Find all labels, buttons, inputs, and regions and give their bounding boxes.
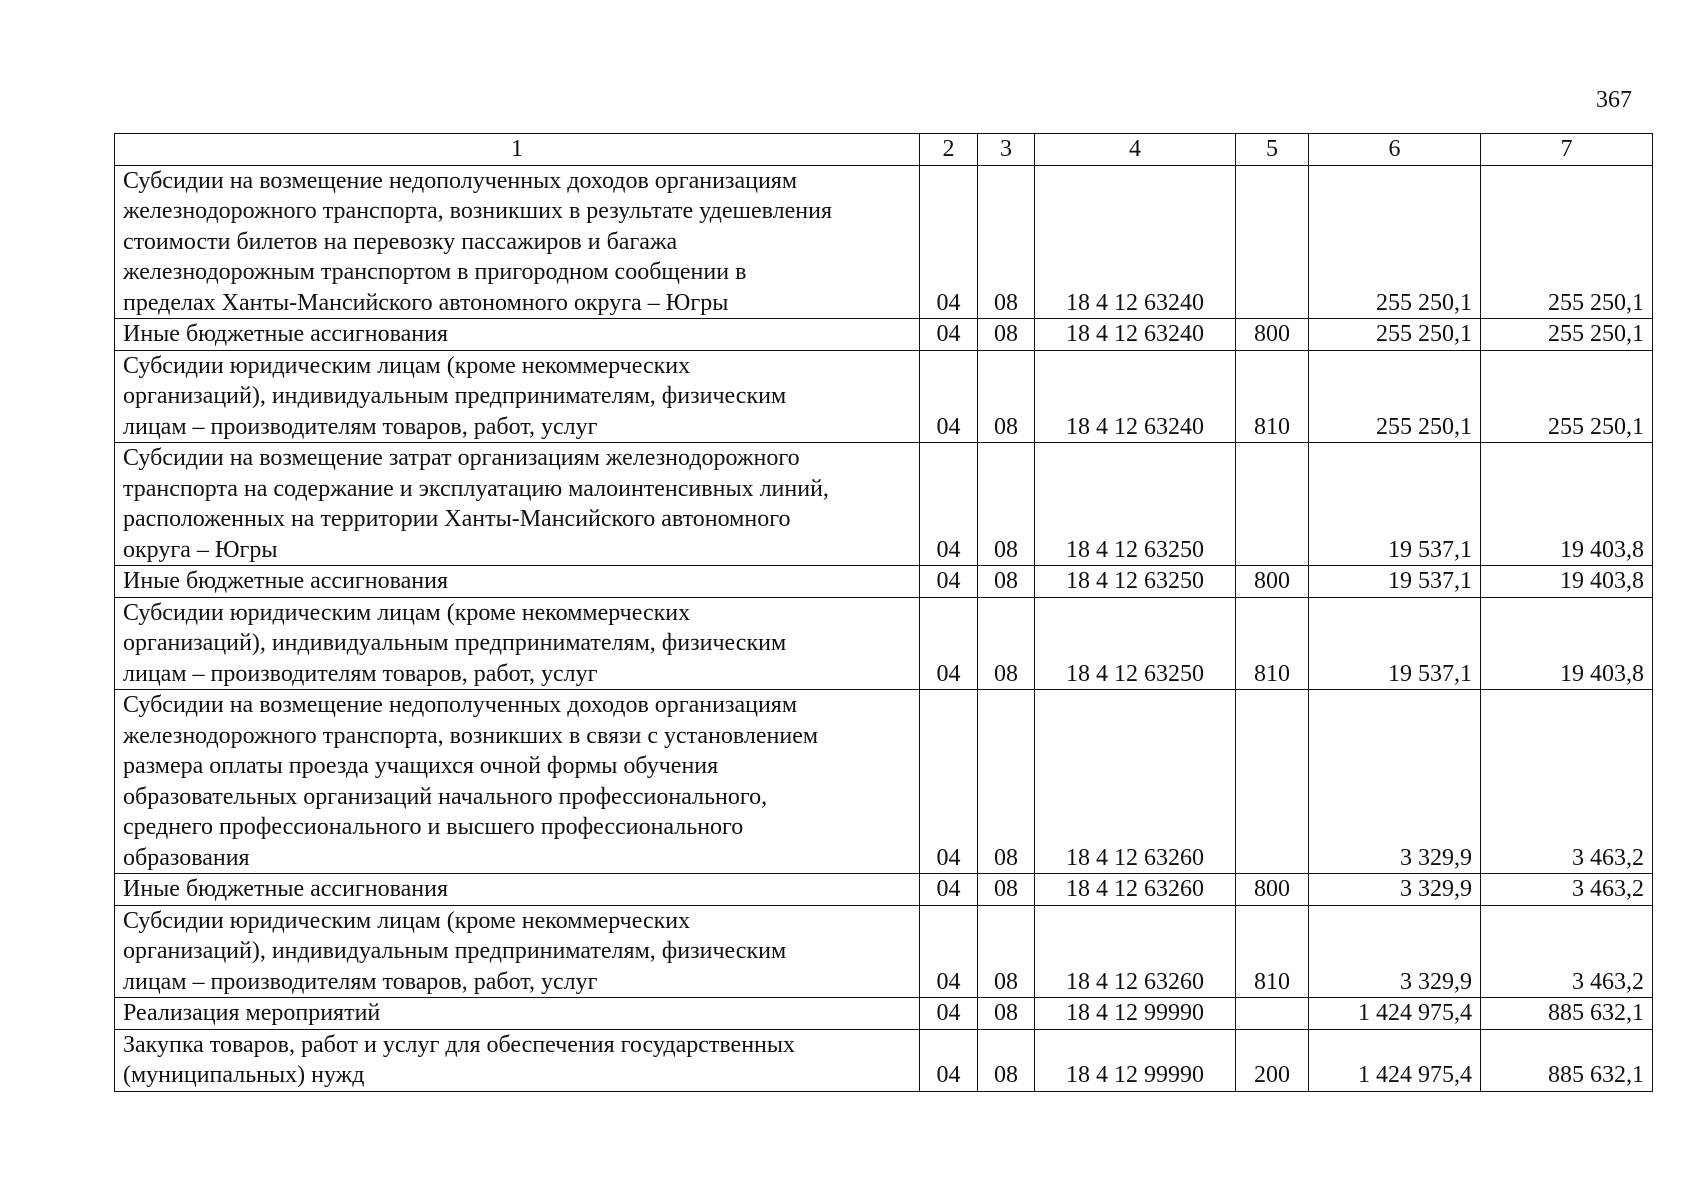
row-subsection: 08 — [978, 874, 1035, 906]
column-header: 4 — [1035, 134, 1236, 166]
row-section: 04 — [920, 350, 978, 443]
row-sum-col7: 3 463,2 — [1481, 690, 1653, 874]
row-sum-col6: 3 329,9 — [1309, 874, 1481, 906]
row-name: Закупка товаров, работ и услуг для обеспечения государственных (муниципальных) нужд — [115, 1029, 920, 1091]
row-sum-col7: 3 463,2 — [1481, 905, 1653, 998]
budget-table — [114, 133, 1653, 1092]
column-header: 6 — [1309, 134, 1481, 166]
row-name: Субсидии юридическим лицам (кроме некоммерческих организаций), индивидуальным предпринимателям, физическим лицам – производителям товаров, работ, услуг — [115, 350, 920, 443]
row-expense-type — [1236, 443, 1309, 566]
table-row — [115, 998, 1653, 1030]
row-sum-col7: 19 403,8 — [1481, 566, 1653, 598]
row-section: 04 — [920, 319, 978, 351]
row-expense-type: 800 — [1236, 566, 1309, 598]
row-expense-type — [1236, 998, 1309, 1030]
row-expense-type — [1236, 165, 1309, 319]
row-target-article: 18 4 12 63260 — [1035, 690, 1236, 874]
row-sum-col7: 255 250,1 — [1481, 319, 1653, 351]
column-header: 5 — [1236, 134, 1309, 166]
row-section: 04 — [920, 597, 978, 690]
row-target-article: 18 4 12 63260 — [1035, 874, 1236, 906]
row-target-article: 18 4 12 63250 — [1035, 566, 1236, 598]
table-row — [115, 165, 1653, 319]
row-sum-col6: 255 250,1 — [1309, 319, 1481, 351]
table-header-row — [115, 134, 1653, 166]
row-section: 04 — [920, 905, 978, 998]
row-subsection: 08 — [978, 319, 1035, 351]
table-row — [115, 350, 1653, 443]
row-sum-col6: 255 250,1 — [1309, 165, 1481, 319]
row-sum-col6: 1 424 975,4 — [1309, 1029, 1481, 1091]
row-name: Субсидии на возмещение недополученных доходов организациям железнодорожного транспорта, возникших в связи с установлением размера оплаты проезда учащихся очной формы обучения образовательных организаций начального профессионального, среднего профессионального и высшего профессионального образования — [115, 690, 920, 874]
row-target-article: 18 4 12 99990 — [1035, 1029, 1236, 1091]
row-name: Иные бюджетные ассигнования — [115, 566, 920, 598]
row-subsection: 08 — [978, 165, 1035, 319]
row-sum-col7: 885 632,1 — [1481, 998, 1653, 1030]
row-expense-type: 810 — [1236, 597, 1309, 690]
row-sum-col7: 3 463,2 — [1481, 874, 1653, 906]
row-section: 04 — [920, 874, 978, 906]
table-row — [115, 905, 1653, 998]
row-name: Иные бюджетные ассигнования — [115, 319, 920, 351]
row-expense-type: 810 — [1236, 350, 1309, 443]
row-subsection: 08 — [978, 597, 1035, 690]
row-sum-col7: 255 250,1 — [1481, 165, 1653, 319]
row-expense-type: 800 — [1236, 319, 1309, 351]
row-target-article: 18 4 12 63240 — [1035, 165, 1236, 319]
column-header: 2 — [920, 134, 978, 166]
row-name: Субсидии на возмещение затрат организациям железнодорожного транспорта на содержание и эксплуатацию малоинтенсивных линий, расположенных на территории Ханты-Мансийского автономного округа – Югры — [115, 443, 920, 566]
row-sum-col6: 1 424 975,4 — [1309, 998, 1481, 1030]
row-target-article: 18 4 12 63250 — [1035, 597, 1236, 690]
row-sum-col7: 19 403,8 — [1481, 597, 1653, 690]
row-name: Субсидии юридическим лицам (кроме некоммерческих организаций), индивидуальным предпринимателям, физическим лицам – производителям товаров, работ, услуг — [115, 905, 920, 998]
row-section: 04 — [920, 998, 978, 1030]
row-sum-col6: 19 537,1 — [1309, 443, 1481, 566]
table-row — [115, 1029, 1653, 1091]
row-expense-type: 800 — [1236, 874, 1309, 906]
row-subsection: 08 — [978, 566, 1035, 598]
row-sum-col6: 3 329,9 — [1309, 690, 1481, 874]
row-target-article: 18 4 12 99990 — [1035, 998, 1236, 1030]
row-name: Субсидии юридическим лицам (кроме некоммерческих организаций), индивидуальным предпринимателям, физическим лицам – производителям товаров, работ, услуг — [115, 597, 920, 690]
row-sum-col7: 885 632,1 — [1481, 1029, 1653, 1091]
table-row — [115, 690, 1653, 874]
row-target-article: 18 4 12 63260 — [1035, 905, 1236, 998]
column-header: 1 — [115, 134, 920, 166]
row-sum-col7: 255 250,1 — [1481, 350, 1653, 443]
row-expense-type: 200 — [1236, 1029, 1309, 1091]
row-sum-col6: 19 537,1 — [1309, 597, 1481, 690]
row-section: 04 — [920, 566, 978, 598]
row-subsection: 08 — [978, 443, 1035, 566]
row-name: Субсидии на возмещение недополученных доходов организациям железнодорожного транспорта, возникших в результате удешевления стоимости билетов на перевозку пассажиров и багажа железнодорожным транспортом в пригородном сообщении в пределах Ханты-Мансийского автономного округа – Югры — [115, 165, 920, 319]
row-target-article: 18 4 12 63240 — [1035, 350, 1236, 443]
row-subsection: 08 — [978, 350, 1035, 443]
row-subsection: 08 — [978, 1029, 1035, 1091]
row-section: 04 — [920, 165, 978, 319]
table-row — [115, 319, 1653, 351]
page-number: 367 — [1596, 87, 1632, 113]
row-name: Реализация мероприятий — [115, 998, 920, 1030]
column-header: 7 — [1481, 134, 1653, 166]
row-target-article: 18 4 12 63240 — [1035, 319, 1236, 351]
row-target-article: 18 4 12 63250 — [1035, 443, 1236, 566]
row-sum-col6: 19 537,1 — [1309, 566, 1481, 598]
row-sum-col6: 255 250,1 — [1309, 350, 1481, 443]
row-section: 04 — [920, 1029, 978, 1091]
table-row — [115, 597, 1653, 690]
row-sum-col6: 3 329,9 — [1309, 905, 1481, 998]
table-row — [115, 566, 1653, 598]
row-subsection: 08 — [978, 998, 1035, 1030]
row-sum-col7: 19 403,8 — [1481, 443, 1653, 566]
table-row — [115, 874, 1653, 906]
row-name: Иные бюджетные ассигнования — [115, 874, 920, 906]
row-expense-type: 810 — [1236, 905, 1309, 998]
row-subsection: 08 — [978, 905, 1035, 998]
row-expense-type — [1236, 690, 1309, 874]
table-row — [115, 443, 1653, 566]
row-subsection: 08 — [978, 690, 1035, 874]
column-header: 3 — [978, 134, 1035, 166]
row-section: 04 — [920, 443, 978, 566]
row-section: 04 — [920, 690, 978, 874]
